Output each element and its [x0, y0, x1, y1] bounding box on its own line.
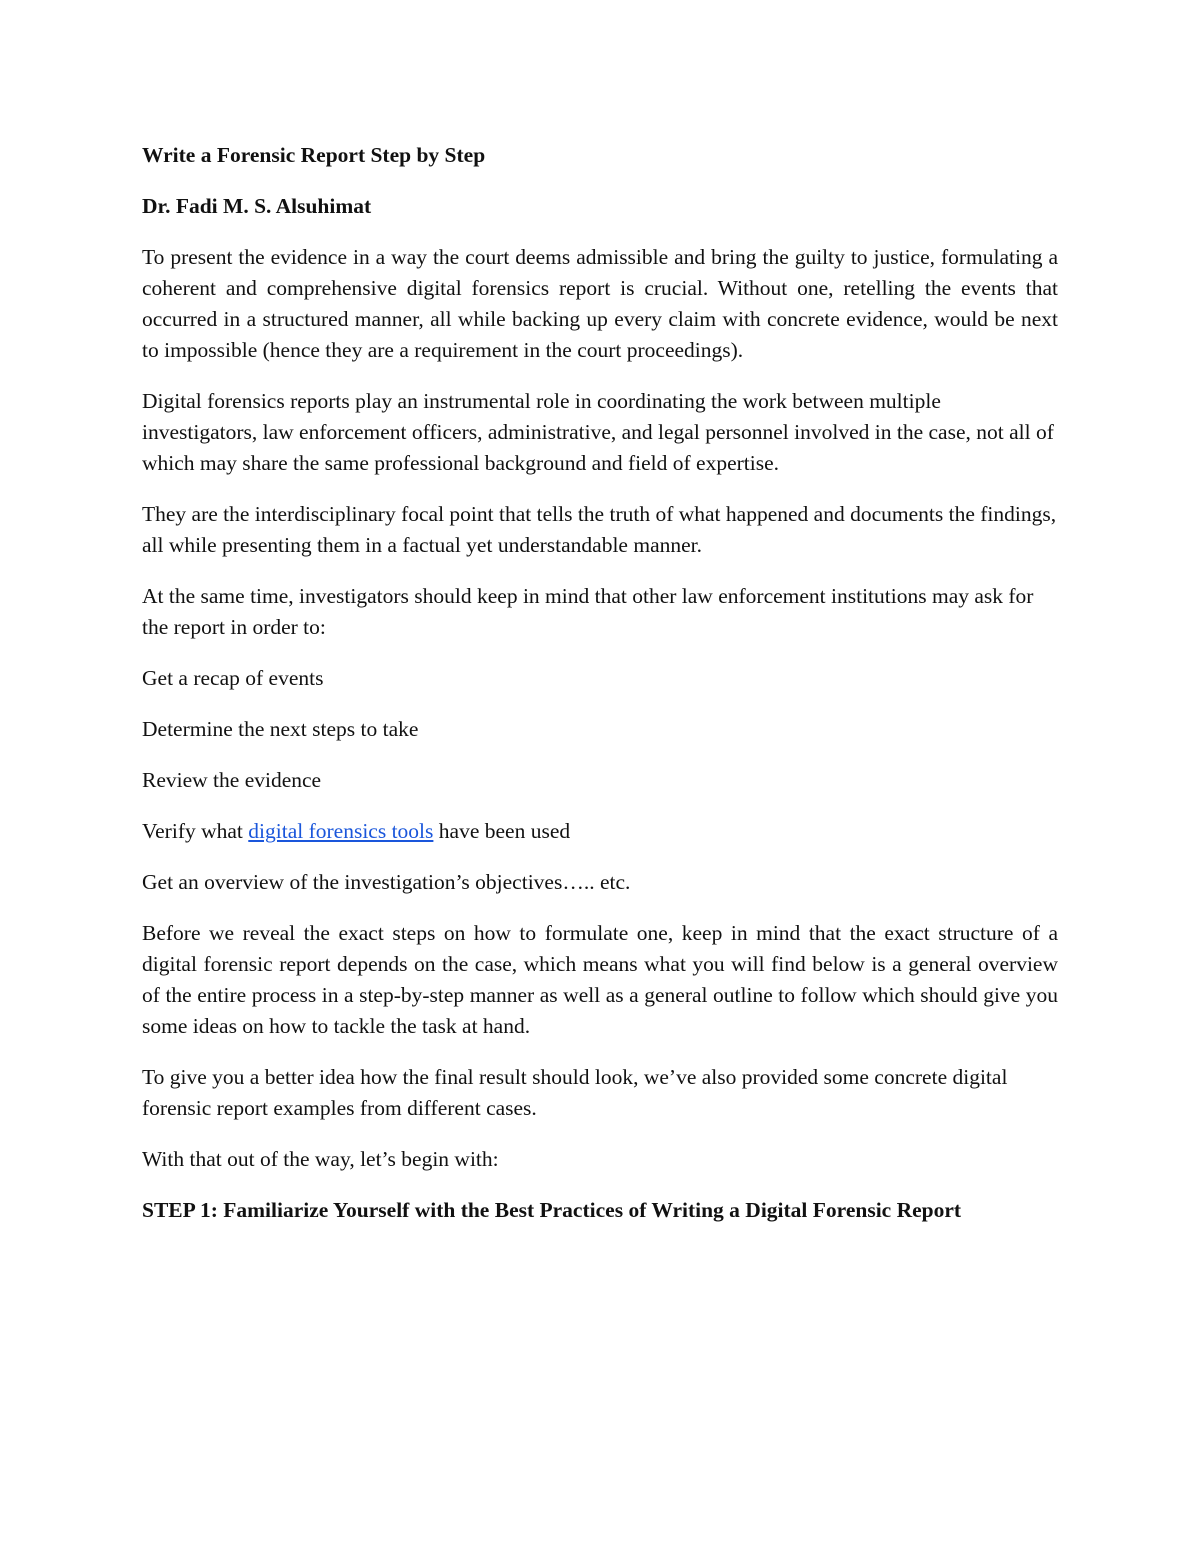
paragraph-begin: With that out of the way, let’s begin with: — [142, 1147, 499, 1171]
list-item-recap: Get a recap of events — [142, 666, 324, 690]
list-item-verify-tools — [142, 816, 1058, 847]
digital-forensics-tools-link[interactable]: digital forensics tools — [248, 819, 434, 843]
paragraph-focal-point: They are the interdisciplinary focal point that tells the truth of what happened and documents the findings, all while presenting them in a factual yet understandable manner. — [142, 502, 1057, 557]
document-title: Write a Forensic Report Step by Step — [142, 143, 486, 167]
paragraph-ask-report: At the same time, investigators should keep in mind that other law enforcement institutions may ask for the report in order to: — [142, 584, 1034, 639]
list-item-verify-suffix: have been used — [433, 819, 571, 843]
list-item-next-steps: Determine the next steps to take — [142, 717, 419, 741]
paragraph-intro: To present the evidence in a way the court deems admissible and bring the guilty to justice, formulating a coherent and comprehensive digital forensics report is crucial. Without one, retelling the events that occurred in a structured manner, all while backing up every claim with concrete evidence, would be next to impossible (hence they are a requirement in the court proceedings). — [142, 245, 1058, 362]
list-item-verify-prefix: Verify what — [142, 819, 249, 843]
list-item-review-evidence: Review the evidence — [142, 768, 322, 792]
step1-heading: STEP 1: Familiarize Yourself with the Best Practices of Writing a Digital Forensic Report — [142, 1198, 962, 1222]
paragraph-examples: To give you a better idea how the final result should look, we’ve also provided some concrete digital forensic report examples from different cases. — [142, 1065, 1008, 1120]
document-body — [142, 140, 1058, 1246]
document-author: Dr. Fadi M. S. Alsuhimat — [142, 194, 372, 218]
list-item-overview: Get an overview of the investigation’s objectives….. etc. — [142, 870, 631, 894]
paragraph-structure: Before we reveal the exact steps on how to formulate one, keep in mind that the exact structure of a digital forensic report depends on the case, which means what you will find below is a general overview of the entire process in a step-by-step manner as well as a general outline to follow which should give you some ideas on how to tackle the task at hand. — [142, 921, 1058, 1038]
paragraph-role: Digital forensics reports play an instrumental role in coordinating the work between multiple investigators, law enforcement officers, administrative, and legal personnel involved in the case, not all of which may share the same professional background and field of expertise. — [142, 389, 1054, 475]
